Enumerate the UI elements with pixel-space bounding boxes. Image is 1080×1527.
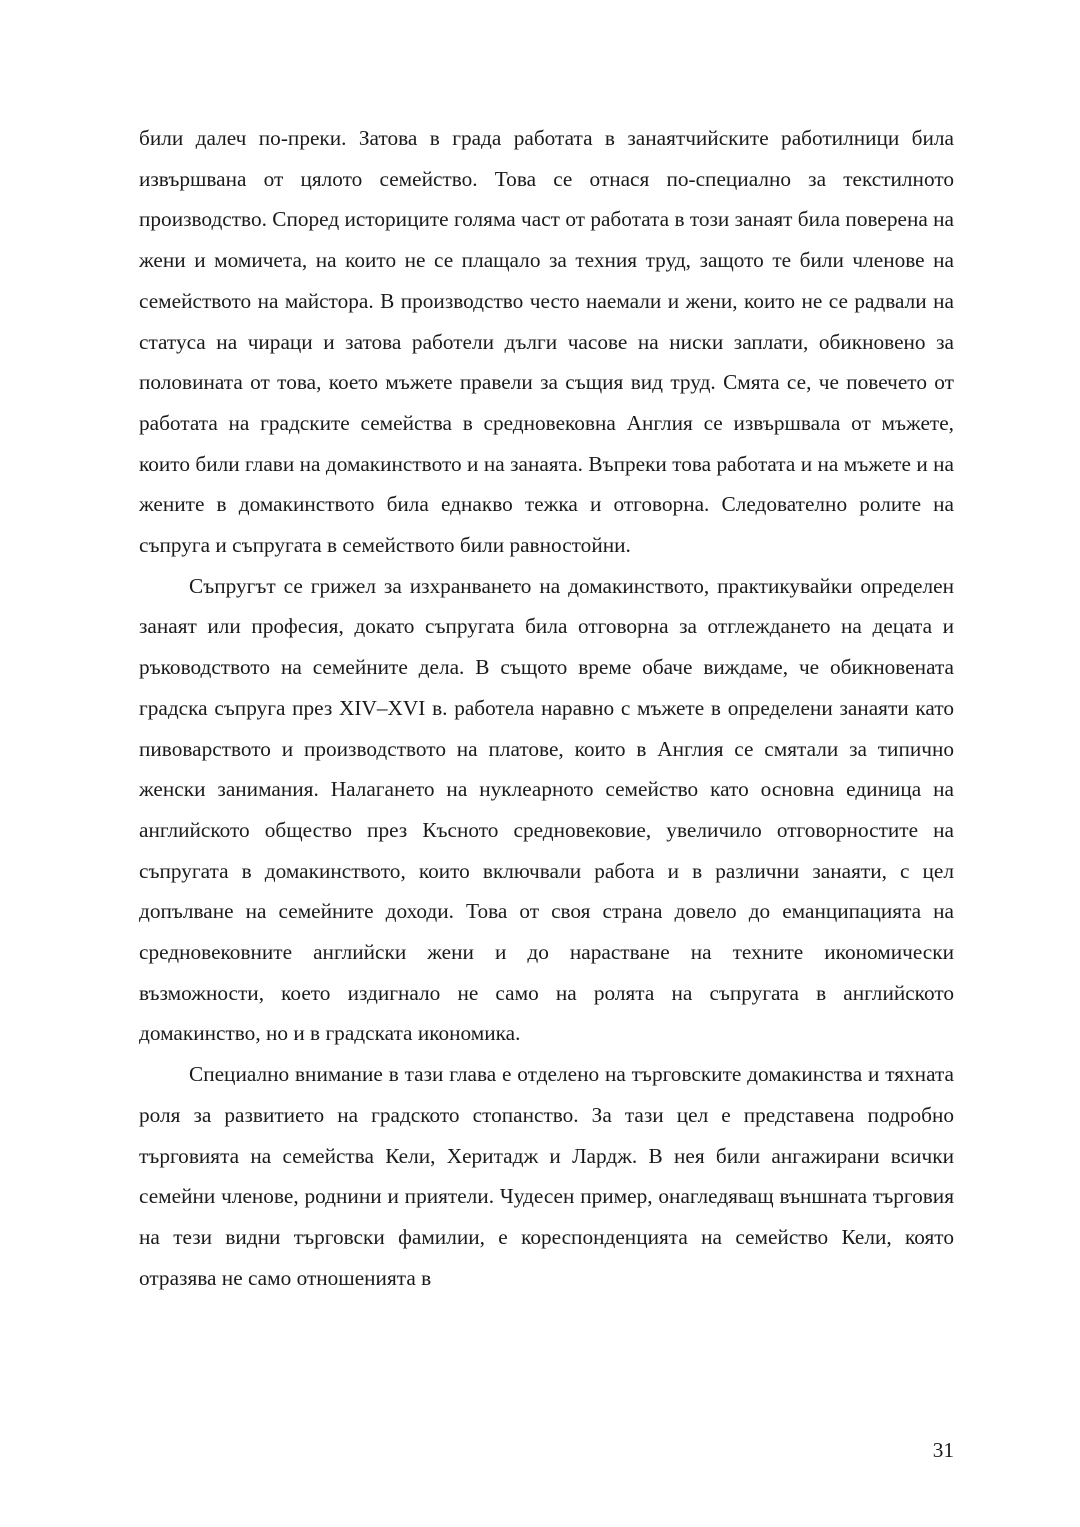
paragraph-3: Специално внимание в тази глава е отделено на търговските домакинства и тяхната роля за развитието на градското стопанство. За тази цел е представена подробно търговията на семейства Кели, Херитадж и Лардж. В нея били ангажирани всички семейни членове, роднини и приятели. Чудесен пример, онагледяващ външната търговия на тези видни търговски фамилии, е кореспонденцията на семейство Кели, която отразява не само отношенията в [139, 1062, 954, 1290]
paragraph-2: Съпругът се грижел за изхранването на домакинството, практикувайки определен занаят или професия, докато съпругата била отговорна за отглеждането на децата и ръководството на семейните дела. В същото време обаче виждаме, че обикновената градска съпруга през XIV–XVI в. работела наравно с мъжете в определени занаяти като пивоварството и производството на платове, които в Англия се смятали за типично женски занимания. Налагането на нуклеарното семейство като основна единица на английското общество през Късното средновековие, увеличило отговорностите на съпругата в домакинството, които включвали работа и в различни занаяти, с цел допълване на семейните доходи. Това от своя страна довело до еманципацията на средновековните английски жени и до нарастване на техните икономически възможности, което издигнало не само на ролята на съпругата в английското домакинство, но и в градската икономика. [139, 573, 954, 1046]
page-number: 31 [932, 1438, 954, 1462]
body-text [139, 118, 954, 1298]
paragraph-1: били далеч по-преки. Затова в града работата в занаятчийските работилници била извършвана от цялото семейство. Това се отнася по-специално за текстилното производство. Според историците голяма част от работата в този занаят била поверена на жени и момичета, на които не се плащало за техния труд, защото те били членове на семейството на майстора. В производство често наемали и жени, които не се радвали на статуса на чираци и затова работели дълги часове на ниски заплати, обикновено за половината от това, което мъжете правели за същия вид труд. Смята се, че повечето от работата на градските семейства в средновековна Англия се извършвала от мъжете, които били глави на домакинството и на занаята. Въпреки това работата и на мъжете и на жените в домакинството била еднакво тежка и отговорна. Следователно ролите на съпруга и съпругата в семейството били равностойни. [139, 126, 954, 558]
